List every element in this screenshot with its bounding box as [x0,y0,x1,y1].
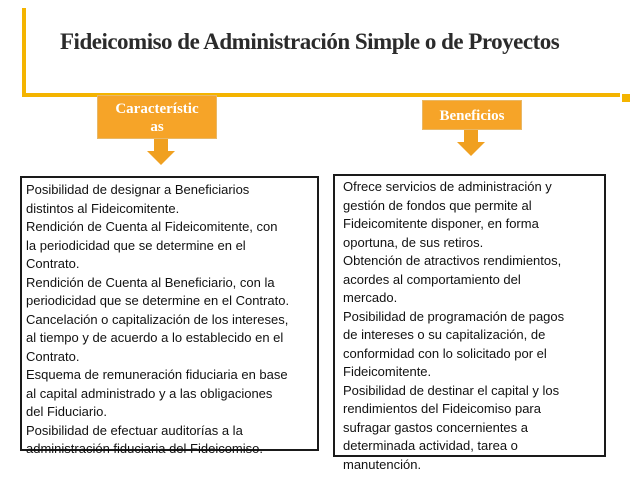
characteristics-line: Posibilidad de designar a Beneficiarios [26,182,250,197]
benefits-line: determinada actividad, tarea o [343,438,518,453]
benefits-line: gestión de fondos que permite al [343,197,532,213]
characteristics-line: al tiempo y de acuerdo a lo establecido en el [26,330,284,345]
benefits-line: de intereses o su capitalización, de [343,327,546,342]
benefits-line: acordes al comportamiento del [343,271,521,287]
characteristics-line: Cancelación o capitalización de los intereses, [26,311,289,327]
slide-title: Fideicomiso de Administración Simple o de Proyectos [60,29,560,54]
characteristics-line: Rendición de Cuenta al Beneficiario, con la [26,274,275,290]
characteristics-line: Posibilidad de efectuar auditorías a la [26,422,243,438]
benefits-label: Beneficios [422,100,522,130]
characteristics-line: la periodicidad que se determine en el [26,237,246,253]
benefits-line: conformidad con lo solicitado por el [343,345,547,361]
characteristics-label: Característic as [97,95,217,139]
benefits-line: Obtención de atractivos rendimientos, [343,253,562,268]
benefits-line: sufragar gastos concernientes a [343,419,528,435]
characteristics-line: Rendición de Cuenta al Fideicomitente, con [26,219,278,234]
benefits-line: Ofrece servicios de administración y [343,179,552,194]
benefits-line: oportuna, de sus retiros. [343,234,484,250]
benefits-box [333,174,606,472]
characteristics-line: periodicidad que se determine en el Contrato. [26,293,290,308]
corner-accent-square [622,94,630,102]
benefits-line: Fideicomitente. [343,364,432,379]
characteristics-line: distintos al Fideicomitente. [26,200,180,216]
benefits-line: Fideicomitente disponer, en forma [343,216,539,231]
characteristics-box [20,176,319,456]
benefits-line: manutención. [343,456,422,472]
benefits-line: mercado. [343,290,398,305]
benefits-line: rendimientos del Fideicomiso para [343,401,541,416]
characteristics-line: Esquema de remuneración fiduciaria en base [26,367,288,382]
benefits-line: Posibilidad de programación de pagos [343,308,565,324]
benefits-line: Posibilidad de destinar el capital y los [343,382,560,398]
characteristics-line: del Fiduciario. [26,404,107,419]
characteristics-line: al capital administrado y a las obligaciones [26,385,273,401]
characteristics-line: Contrato. [26,256,80,271]
characteristics-line: administración fiduciaria del Fideicomiso. [26,441,263,456]
characteristics-line: Contrato. [26,348,80,364]
